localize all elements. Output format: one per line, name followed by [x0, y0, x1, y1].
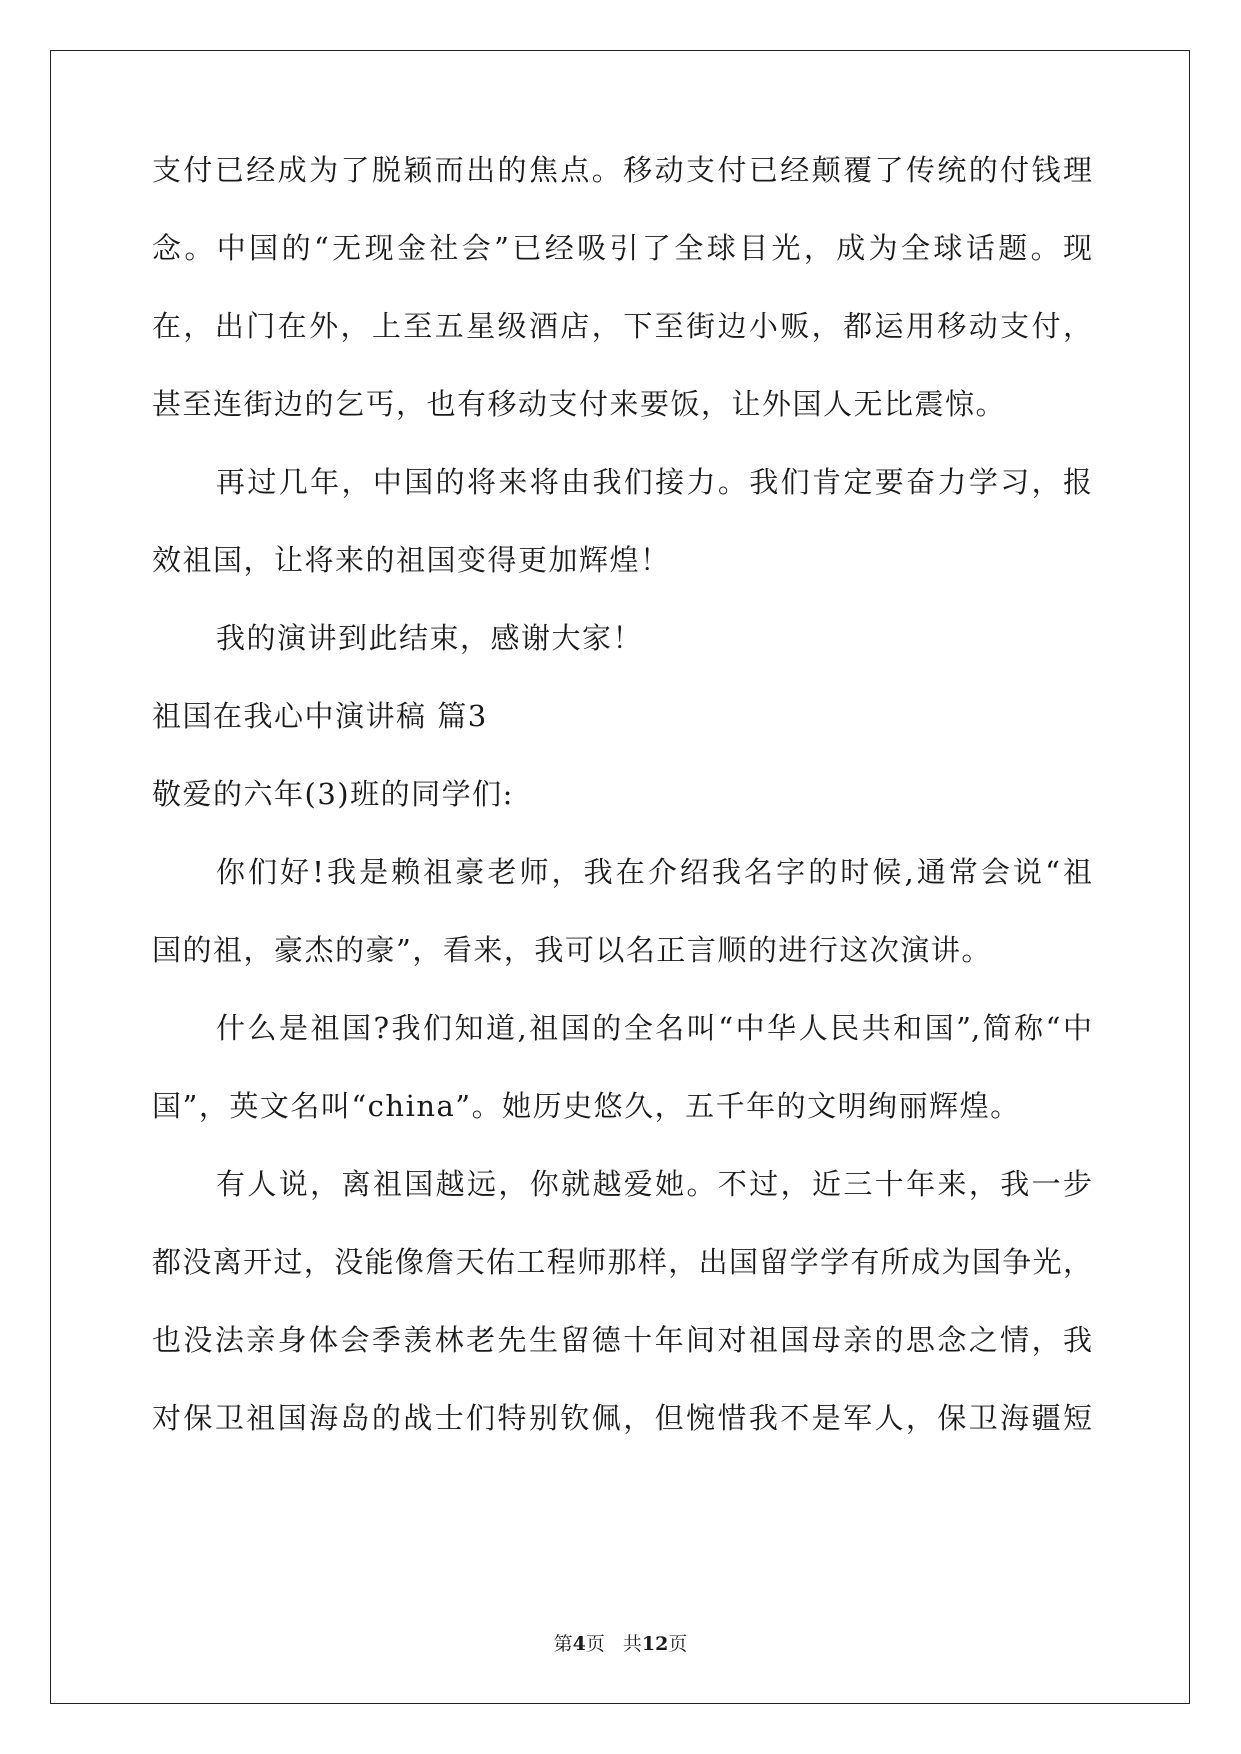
paragraph-first-line: 有人说，离祖国越远，你就越爱她。不过，近三十年来，我一步 [216, 1167, 1092, 1201]
text-line: 效祖国，让将来的祖国变得更加辉煌！ [152, 543, 671, 577]
salutation: 敬爱的六年(3)班的同学们: [152, 777, 514, 811]
text-line: 对保卫祖国海岛的战士们特别钦佩，但惋惜我不是军人，保卫海疆短 [152, 1401, 1092, 1435]
section-heading: 祖国在我心中演讲稿 篇3 [152, 699, 488, 733]
paragraph-first-line: 你们好!我是赖祖豪老师，我在介绍我名字的时候,通常会说“祖 [216, 855, 1092, 889]
text-line: 也没法亲身体会季羡林老先生留德十年间对祖国母亲的思念之情，我 [152, 1323, 1092, 1357]
text-line: 国”，英文名叫“china”。她历史悠久，五千年的文明绚丽辉煌。 [152, 1089, 1021, 1123]
paragraph-first-line: 什么是祖国?我们知道,祖国的全名叫“中华人民共和国”,简称“中 [216, 1011, 1092, 1045]
text-line: 都没离开过，没能像詹天佑工程师那样，出国留学学有所成为国争光， [152, 1245, 1092, 1279]
text-line: 甚至连街边的乞丐，也有移动支付来要饭，让外国人无比震惊。 [152, 387, 1007, 421]
text-line: 支付已经成为了脱颖而出的焦点。移动支付已经颠覆了传统的付钱理 [152, 153, 1092, 187]
text-line: 国的祖，豪杰的豪”，看来，我可以名正言顺的进行这次演讲。 [152, 933, 992, 967]
footer-page-number: 4 [572, 1633, 586, 1655]
footer-total-prefix: 共 [622, 1633, 642, 1655]
paragraph-first-line: 我的演讲到此结束，感谢大家！ [216, 621, 644, 655]
page-footer [0, 1632, 1241, 1656]
footer-page-suffix: 页 [585, 1633, 605, 1655]
text-line: 念。中国的“无现金社会”已经吸引了全球目光，成为全球话题。现 [152, 231, 1092, 265]
footer-total-pages: 12 [641, 1633, 669, 1655]
footer-total-suffix: 页 [668, 1633, 688, 1655]
text-line: 在，出门在外，上至五星级酒店，下至街边小贩，都运用移动支付， [152, 309, 1092, 343]
footer-page-prefix: 第 [553, 1633, 573, 1655]
paragraph-first-line: 再过几年，中国的将来将由我们接力。我们肯定要奋力学习，报 [216, 465, 1092, 499]
